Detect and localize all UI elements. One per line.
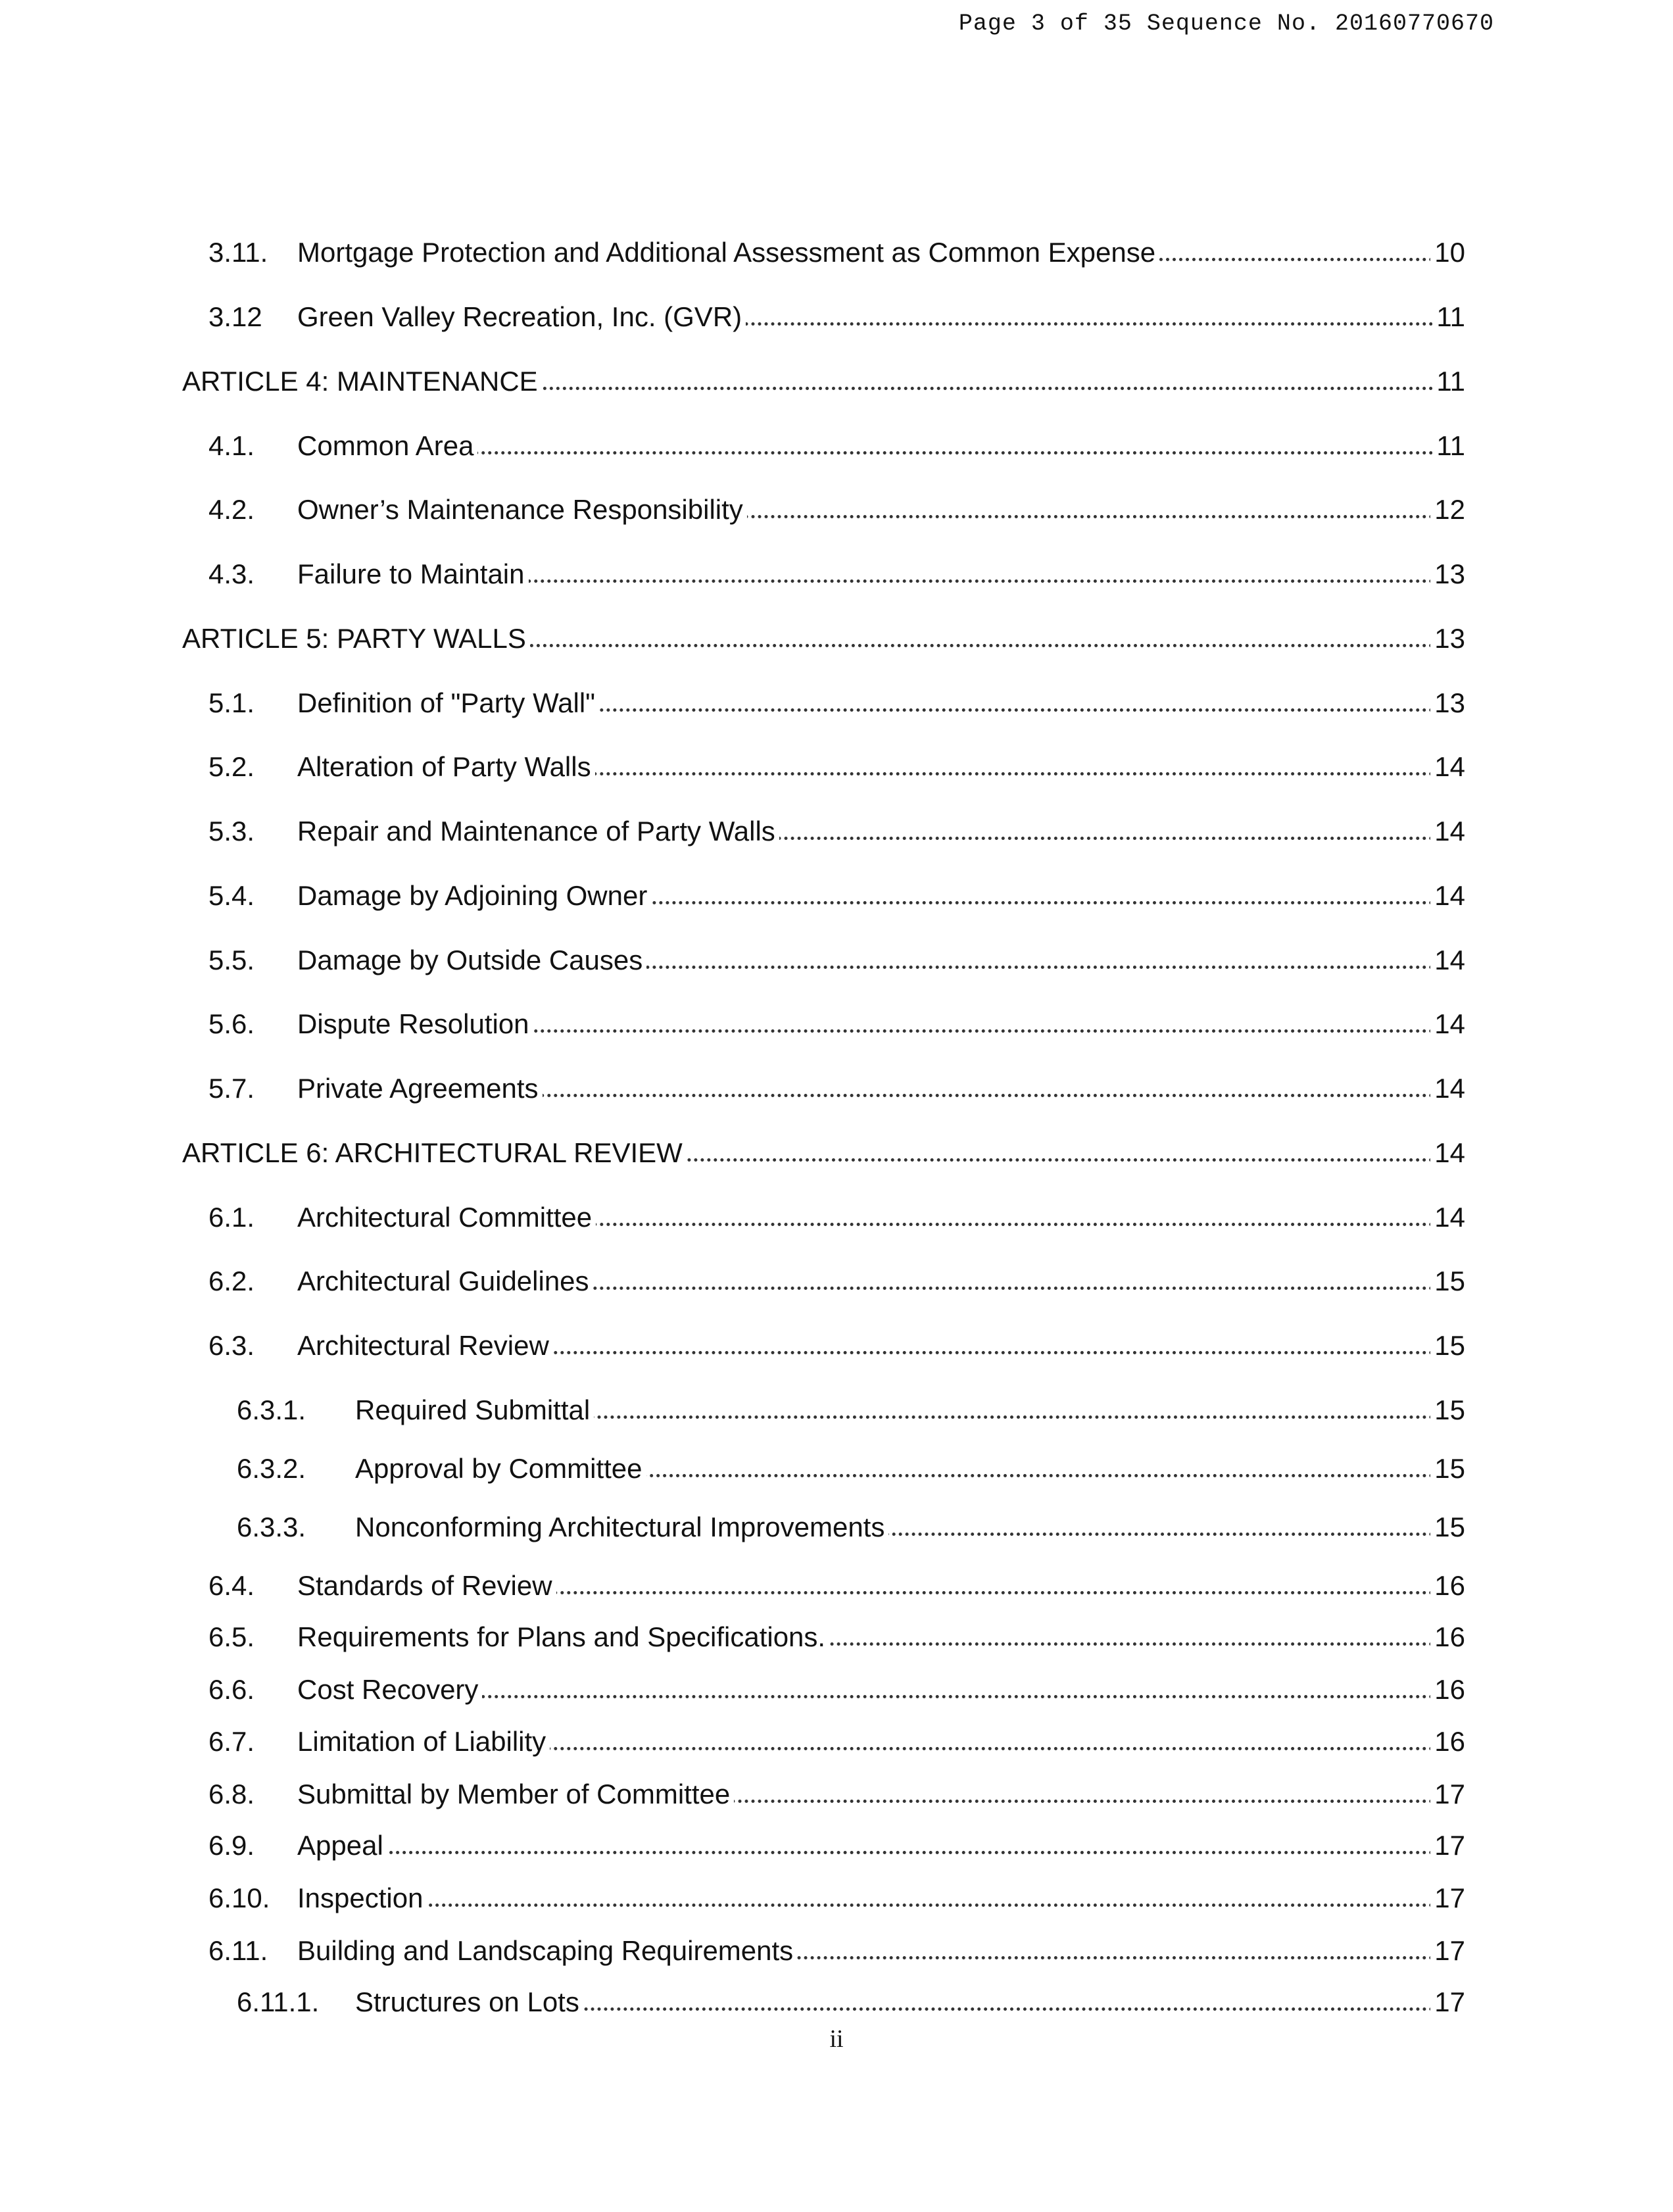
toc-entry-number: 5.4. [208,880,255,911]
toc-entry-number: 6.8. [208,1779,255,1809]
toc-entry-title: Private Agreements [297,1071,543,1106]
toc-entry-page: 16 [1430,1725,1465,1759]
toc-entry-title: Approval by Committee [355,1452,646,1486]
toc-entry-page: 11 [1432,364,1465,399]
toc-entry-title: Appeal [297,1829,387,1863]
page-header: Page 3 of 35 Sequence No. 20160770670 [958,11,1494,37]
toc-dot-leader [297,1904,1440,1907]
toc-entry-number: 6.7. [208,1726,255,1757]
toc-entry-number: 5.2. [208,751,255,782]
toc-entry-title: ARTICLE 5: PARTY WALLS [182,622,530,656]
toc-entry [0,1452,1673,1486]
toc-entry [0,750,1673,784]
toc-entry [0,1329,1673,1363]
toc-entry-number: 4.2. [208,494,255,525]
toc-entry-title: ARTICLE 4: MAINTENANCE [182,364,542,399]
toc-entry [0,1777,1673,1811]
toc-entry [0,1007,1673,1041]
toc-entry-page: 15 [1430,1393,1465,1427]
toc-entry [0,1985,1673,2019]
toc-entry-page: 17 [1430,1985,1465,2019]
toc-entry [0,879,1673,913]
toc-entry [0,1200,1673,1235]
toc-entry [0,1934,1673,1968]
toc-entry-number: 5.7. [208,1073,255,1104]
toc-entry-number: 6.3.2. [237,1453,306,1484]
toc-entry-title: Dispute Resolution [297,1007,533,1041]
toc-entry-number: 5.1. [208,687,255,718]
toc-entry-title: Limitation of Liability [297,1725,550,1759]
toc-entry-number: 6.5. [208,1621,255,1652]
toc-entry-number: 5.5. [208,945,255,975]
toc-entry-number: 6.4. [208,1570,255,1601]
toc-entry [0,1071,1673,1106]
toc-entry-title: Common Area [297,429,477,463]
toc-entry [0,1264,1673,1298]
toc-entry-title: ARTICLE 6: ARCHITECTURAL REVIEW [182,1136,687,1170]
toc-entry [0,1393,1673,1427]
toc-entry-number: 6.1. [208,1202,255,1233]
toc-entry-title: Submittal by Member of Committee [297,1777,734,1811]
toc-entry-page: 13 [1430,686,1465,720]
toc-entry-title: Required Submittal [355,1393,594,1427]
toc-entry [0,1569,1673,1603]
toc-entry-title: Architectural Committee [297,1200,596,1235]
toc-entry-title: Damage by Outside Causes [297,943,646,977]
toc-entry-page: 14 [1430,750,1465,784]
toc-entry-title: Standards of Review [297,1569,556,1603]
toc-entry-title: Definition of "Party Wall" [297,686,599,720]
toc-entry-page: 12 [1430,493,1465,527]
toc-entry-title: Building and Landscaping Requirements [297,1934,797,1968]
toc-entry-page: 17 [1430,1881,1465,1915]
toc-entry [0,235,1673,270]
toc-entry-number: 6.9. [208,1830,255,1861]
toc-entry-number: 6.3. [208,1330,255,1361]
toc-entry-number: 6.6. [208,1674,255,1705]
toc-entry [0,1725,1673,1759]
toc-entry [0,1673,1673,1707]
toc-entry-title: Mortgage Protection and Additional Assessment as Common Expense [297,235,1159,270]
toc-entry-title: Architectural Guidelines [297,1264,593,1298]
toc-entry-number: 6.3.3. [237,1512,306,1542]
toc-entry-title: Green Valley Recreation, Inc. (GVR) [297,300,746,334]
toc-entry [0,300,1673,334]
toc-article-entry [0,364,1673,399]
toc-entry-number: 5.3. [208,816,255,847]
toc-entry [0,943,1673,977]
toc-entry-page: 17 [1430,1777,1465,1811]
toc-entry-number: 5.6. [208,1008,255,1039]
toc-entry-page: 15 [1430,1264,1465,1298]
toc-entry [0,1881,1673,1915]
toc-entry-number: 3.11. [208,237,268,268]
toc-entry [0,814,1673,848]
toc-entry-page: 16 [1430,1673,1465,1707]
toc-entry-title: Alteration of Party Walls [297,750,595,784]
toc-entry-page: 11 [1432,300,1465,334]
toc-entry [0,1620,1673,1654]
toc-dot-leader [297,1851,1440,1854]
toc-entry-number: 6.10. [208,1882,270,1913]
toc-entry-page: 15 [1430,1452,1465,1486]
toc-entry-page: 14 [1430,1071,1465,1106]
toc-entry-page: 14 [1430,1200,1465,1235]
toc-entry-number: 6.3.1. [237,1394,306,1425]
toc-entry-title: Structures on Lots [355,1985,583,2019]
toc-entry-page: 13 [1430,557,1465,591]
toc-entry-number: 6.2. [208,1266,255,1296]
toc-entry-page: 16 [1430,1620,1465,1654]
toc-entry [0,1510,1673,1544]
toc-entry [0,429,1673,463]
toc-entry-page: 17 [1430,1934,1465,1968]
toc-entry-page: 14 [1430,879,1465,913]
page-number: ii [829,2025,844,2053]
toc-entry-page: 11 [1432,429,1465,463]
toc-entry [0,686,1673,720]
toc-entry-page: 15 [1430,1329,1465,1363]
toc-entry-number: 4.3. [208,558,255,589]
toc-article-entry [0,622,1673,656]
toc-entry-title: Failure to Maintain [297,557,529,591]
toc-entry-title: Nonconforming Architectural Improvements [355,1510,888,1544]
toc-entry-page: 15 [1430,1510,1465,1544]
toc-entry-page: 16 [1430,1569,1465,1603]
toc-entry-page: 14 [1430,814,1465,848]
toc-entry-number: 4.1. [208,430,255,461]
toc-entry-title: Cost Recovery [297,1673,482,1707]
toc-entry-page: 13 [1430,622,1465,656]
toc-entry-page: 14 [1430,943,1465,977]
toc-entry-title: Architectural Review [297,1329,553,1363]
toc-entry-title: Requirements for Plans and Specifications. [297,1620,829,1654]
toc-entry-page: 17 [1430,1829,1465,1863]
toc-entry-page: 14 [1430,1136,1465,1170]
toc-entry-title: Owner’s Maintenance Responsibility [297,493,747,527]
toc-entry-number: 3.12 [208,301,262,332]
toc-entry-title: Inspection [297,1881,427,1915]
toc-entry-page: 10 [1430,235,1465,270]
toc-entry [0,1829,1673,1863]
toc-entry-number: 6.11. [208,1935,268,1966]
toc-entry [0,493,1673,527]
toc-entry [0,557,1673,591]
toc-entry-number: 6.11.1. [237,1986,320,2017]
toc-entry-page: 14 [1430,1007,1465,1041]
toc-article-entry [0,1136,1673,1170]
toc-entry-title: Damage by Adjoining Owner [297,879,651,913]
toc-entry-title: Repair and Maintenance of Party Walls [297,814,779,848]
